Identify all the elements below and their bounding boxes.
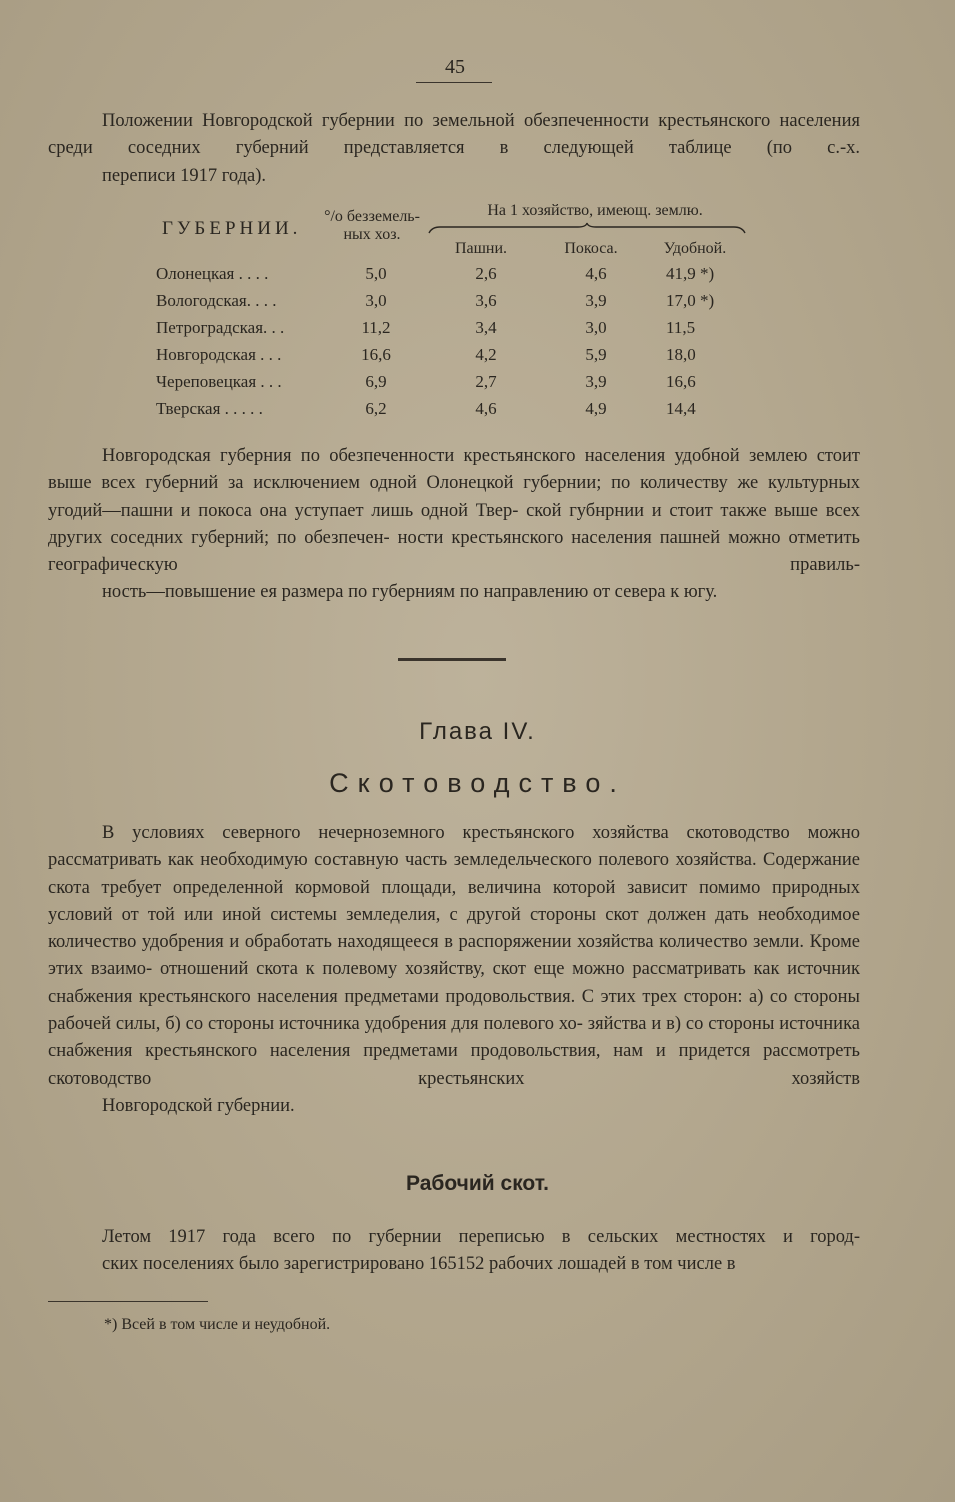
table-row: [156, 372, 756, 398]
intro-line: населения среди соседних губерний представляется в следующей таблице (по с.-х.: [48, 111, 860, 159]
paragraph-working-livestock: [48, 1224, 860, 1279]
land-table: [150, 196, 770, 426]
row-landless: 6,2: [365, 399, 387, 418]
row-gubernia: Петроградская. . .: [156, 318, 285, 337]
paragraph-line: Летом 1917 года всего по губернии переписью в сельских местностях и город-: [102, 1227, 860, 1247]
paragraph-line: находящееся в распоряжении хозяйства количество земли. Кроме этих взаимо-: [48, 932, 860, 980]
paragraph-line: снабжения крестьянского населения предметами продовольствия. С этих трех сторон:: [48, 986, 749, 1007]
row-gubernia: Новгородская . . .: [156, 345, 282, 364]
row-pokosa: 4,9: [585, 399, 607, 418]
col-header-pashni: Пашни.: [454, 240, 508, 257]
row-pashni: 2,6: [475, 264, 497, 283]
paragraph-line: продовольствия, нам и придется рассмотреть скотоводство крестьянских хозяйств: [48, 1041, 860, 1089]
row-udobnoi: 14,4: [666, 399, 696, 418]
paragraph-line: которой зависит помимо природных условий от той или иной системы земледелия,: [48, 877, 860, 925]
col-header-group: На 1 хозяйство, имеющ. землю.: [487, 202, 703, 219]
intro-line: переписи 1917 года).: [102, 165, 266, 186]
row-udobnoi: 11,5: [666, 318, 696, 337]
paragraph-line: с другой стороны скот должен дать необходимое количество удобрения и обработать: [48, 904, 860, 953]
chapter-subtitle: Скотоводство.: [329, 768, 626, 798]
paragraph-line: Новгородской губернии.: [102, 1095, 295, 1116]
row-pokosa: 3,9: [585, 372, 607, 391]
paragraph-livestock-intro: [48, 820, 860, 1120]
paragraph-line: ность—повышение ея размера по губерниям по направлению от севера к югу.: [102, 582, 718, 603]
row-landless: 5,0: [365, 264, 387, 283]
table-row: [156, 345, 756, 371]
paragraph-line: зяйства и в) со стороны источника снабжения крестьянского населения предметами: [48, 1014, 860, 1062]
row-udobnoi: 41,9 *): [666, 264, 715, 283]
header-brace: [428, 222, 746, 234]
table-row: [156, 318, 756, 344]
table-row: [156, 399, 756, 425]
paragraph-line: хозяйства. Содержание скота требует определенной кормовой площади, величина: [48, 850, 860, 898]
paragraph-line: землею стоит выше всех губерний за исключением одной Олонецкой губернии; по: [48, 446, 860, 494]
chapter-title: Глава IV.: [419, 718, 536, 745]
row-pokosa: 3,0: [585, 318, 607, 337]
table-row: [156, 264, 756, 290]
row-pokosa: 5,9: [585, 345, 607, 364]
table-row: [156, 291, 756, 317]
row-gubernia: Вологодская. . . .: [156, 291, 277, 310]
intro-paragraph: [48, 108, 860, 190]
footnote: *) Всей в том числе и неудобной.: [104, 1316, 331, 1333]
row-pashni: 2,7: [475, 372, 497, 391]
paragraph-line: Новгородская губерния по обезпеченности крестьянского населения удобной: [102, 446, 749, 466]
footnote-rule: [48, 1301, 208, 1302]
col-header-udobnoi: Удобной.: [663, 240, 727, 257]
paragraph-line: отношений скота к полевому хозяйству, скот еще можно рассматривать как источник: [159, 959, 861, 980]
paragraph-line: ской губнрнии и стоит также выше всех других соседних губерний; по обезпечен-: [48, 500, 860, 548]
row-udobnoi: 16,6: [666, 372, 696, 391]
row-landless: 3,0: [365, 291, 387, 310]
col-header-pokosa: Покоса.: [564, 240, 618, 257]
paragraph-line: количеству же культурных угодий—пашни и покоса она уступает лишь одной Твер-: [48, 473, 860, 521]
row-pashni: 4,6: [475, 399, 497, 418]
page-number-rule: [416, 82, 492, 83]
row-pokosa: 3,9: [585, 291, 607, 310]
paragraph-line: В условиях северного нечерноземного крестьянского хозяйства скотоводство: [102, 823, 808, 843]
section-separator: [398, 658, 506, 661]
row-landless: 16,6: [361, 345, 391, 364]
section-title: Рабочий скот.: [405, 1172, 550, 1195]
row-gubernia: Тверская . . . . .: [156, 399, 263, 418]
page-number: 45: [445, 56, 465, 78]
col-header-landless: [312, 208, 432, 244]
row-pashni: 4,2: [475, 345, 497, 364]
paragraph-line: ности крестьянского населения пашней можно отметить географическую правиль-: [48, 527, 860, 576]
col-header-landless-line: ных хоз.: [343, 226, 401, 243]
row-landless: 11,2: [361, 318, 391, 337]
paragraph-line: а) со стороны рабочей силы, б) со стороны источника удобрения для полевого хо-: [48, 986, 860, 1035]
row-pashni: 3,6: [475, 291, 497, 310]
row-udobnoi: 18,0: [666, 345, 696, 364]
paragraph-line: можно рассматривать как необходимую составную часть земледельческого полевого: [48, 823, 860, 871]
paragraph-land-comparison: [48, 443, 860, 607]
col-header-gubernii: ГУБЕРНИИ.: [162, 218, 302, 239]
row-gubernia: Череповецкая . . .: [156, 372, 282, 391]
row-landless: 6,9: [365, 372, 387, 391]
row-pokosa: 4,6: [585, 264, 607, 283]
paragraph-line: ских поселениях было зарегистрировано 165152 рабочих лошадей в том числе в: [102, 1254, 736, 1275]
col-header-landless-line: °/o безземель-: [324, 208, 420, 225]
intro-line: Положении Новгородской губернии по земельной обезпеченности крестьянского: [102, 111, 780, 131]
row-gubernia: Олонецкая . . . .: [156, 264, 269, 283]
row-udobnoi: 17,0 *): [666, 291, 715, 310]
row-pashni: 3,4: [475, 318, 497, 337]
